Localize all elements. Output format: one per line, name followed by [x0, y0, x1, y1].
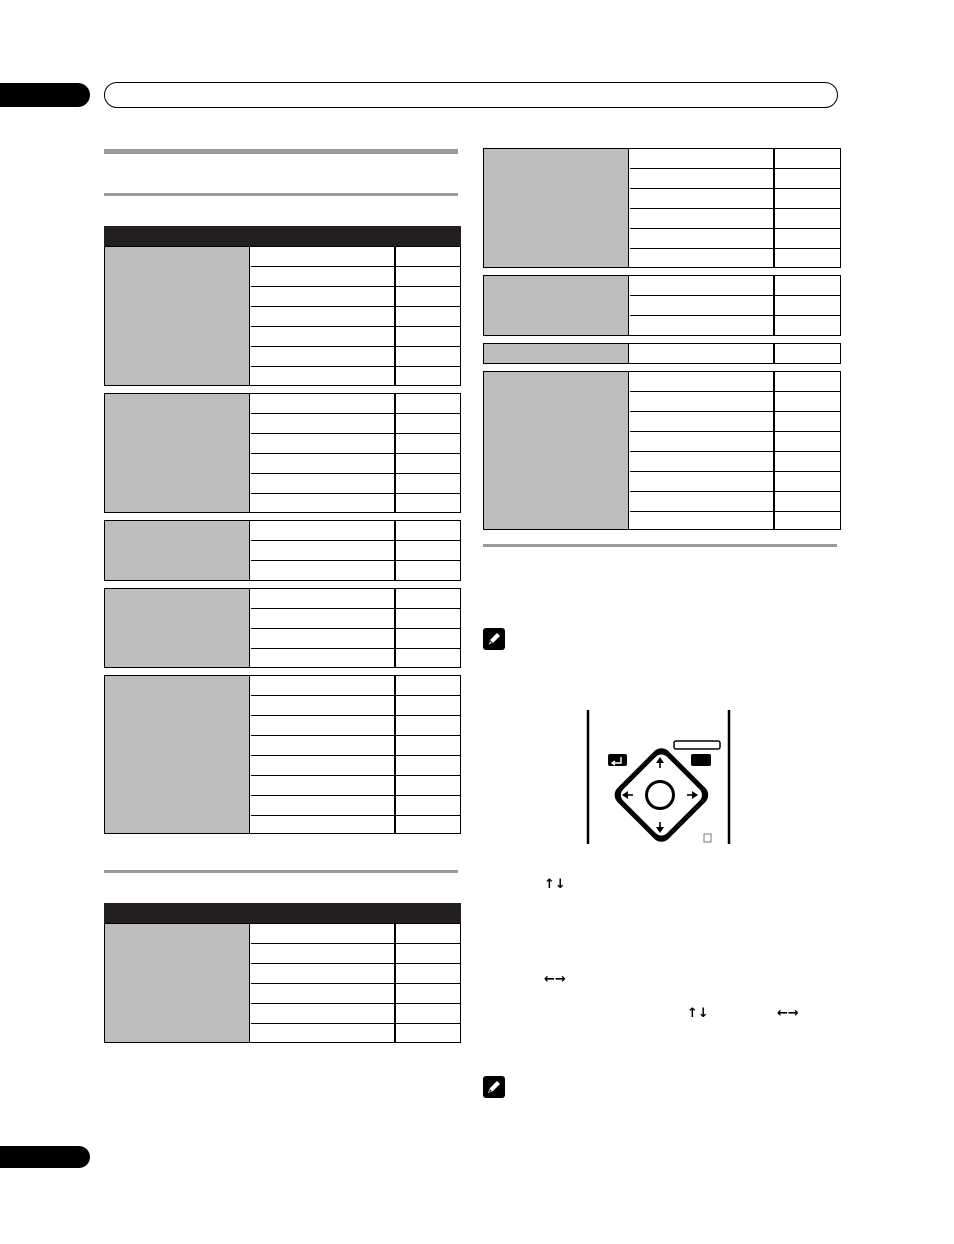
- pencil-note-icon-2: [483, 1076, 505, 1098]
- section-rule-1: [104, 149, 458, 154]
- enter-button: [648, 783, 672, 807]
- arrow-up-down-glyph-2: ↑↓: [687, 1006, 709, 1021]
- header-title-bar: [104, 82, 838, 108]
- pencil-note-icon: [483, 628, 505, 650]
- table3-block-c: [483, 343, 841, 364]
- table2-header: [104, 903, 461, 923]
- table3-block-b: [483, 275, 841, 336]
- table3-block-a: [483, 148, 841, 268]
- arrow-left-right-glyph: ←→: [544, 972, 566, 987]
- table3-block-d: [483, 371, 841, 530]
- small-square-button: [691, 754, 711, 766]
- top-pill-button: [674, 741, 720, 749]
- remote-illustration: [585, 708, 735, 848]
- chapter-tab: [0, 83, 90, 107]
- table1-block-e: [104, 675, 461, 834]
- table1-block-a: [104, 246, 461, 386]
- table1-block-c: [104, 520, 461, 581]
- table1-block-b: [104, 393, 461, 513]
- table1-header: [104, 226, 461, 246]
- page-number-tab: [0, 1146, 90, 1168]
- return-button: [608, 754, 627, 766]
- arrow-left-right-glyph-2: ←→: [777, 1006, 799, 1021]
- arrow-up-down-glyph: ↑↓: [544, 877, 566, 892]
- section-rule-right: [483, 544, 837, 547]
- table2-block-a: [104, 923, 461, 1043]
- section-rule-2: [104, 193, 458, 196]
- section-rule-3: [104, 870, 458, 873]
- table1-block-d: [104, 588, 461, 668]
